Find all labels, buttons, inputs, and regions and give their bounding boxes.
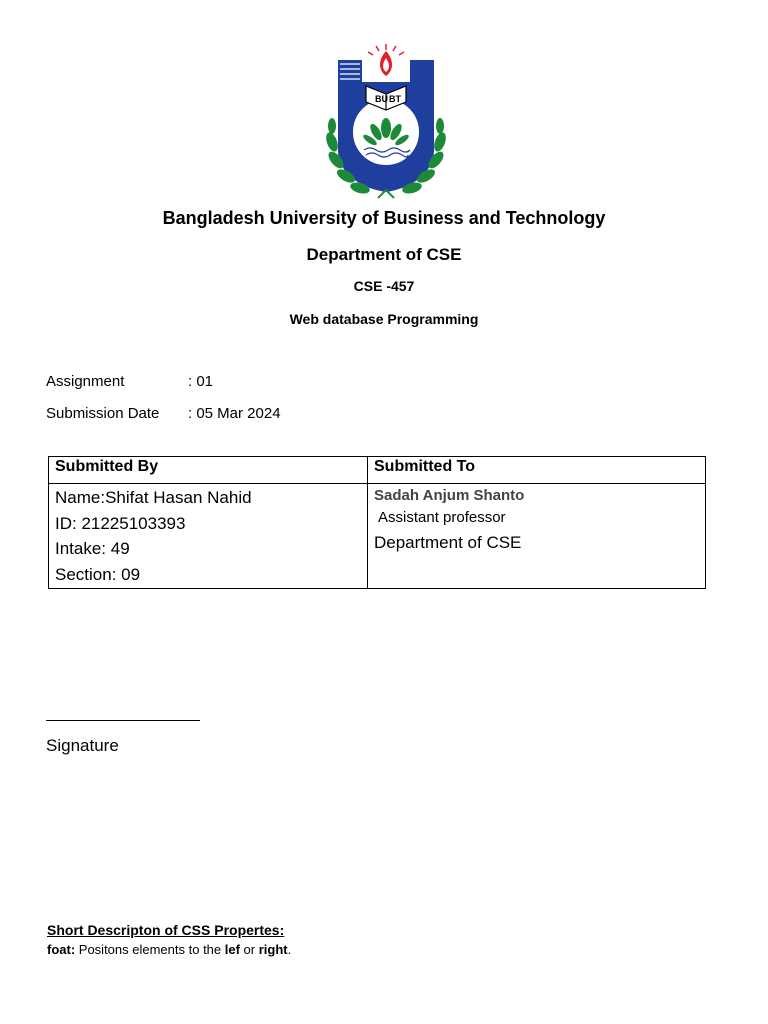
submission-date-label: Submission Date [46,405,160,422]
course-code: CSE -457 [353,278,415,294]
signature-label: Signature [46,736,119,755]
submission-date-value: : 05 Mar 2024 [188,405,281,422]
property-term: foat: [47,942,76,957]
student-section: Section: 09 [55,564,141,584]
assignment-value: : 01 [188,373,214,390]
university-name: Bangladesh University of Business and Technology [162,208,606,228]
department-title: Department of CSE [306,245,462,264]
university-logo [318,42,454,204]
signature-line [46,720,200,721]
logo-text-bu: BU [375,94,388,104]
description-word-left: lef [224,942,240,957]
logo-text-bt: BT [389,94,401,104]
table-header-row [49,457,706,484]
submitted-by-header: Submitted By [49,457,368,484]
description-text-c: . [287,942,292,957]
table-row [49,484,706,589]
description-word-right: right [258,942,288,957]
teacher-department: Department of CSE [374,533,522,552]
student-intake: Intake: 49 [55,539,130,558]
teacher-name: Sadah Anjum Shanto [374,487,525,504]
description-text-b: or [239,942,259,957]
css-description-line [47,942,291,957]
description-text-a: Positons elements to the [75,942,225,957]
css-description-title: Short Descripton of CSS Propertes: [47,922,285,938]
submitted-to-cell [368,484,706,589]
submitted-to-header: Submitted To [368,457,706,484]
teacher-designation: Assistant professor [378,509,506,526]
student-id: ID: 21225103393 [55,513,186,533]
submitted-by-cell [49,484,368,589]
course-title: Web database Programming [289,311,479,327]
assignment-label: Assignment [46,373,125,390]
submission-table [48,456,706,589]
student-name: Name:Shifat Hasan Nahid [55,488,252,507]
